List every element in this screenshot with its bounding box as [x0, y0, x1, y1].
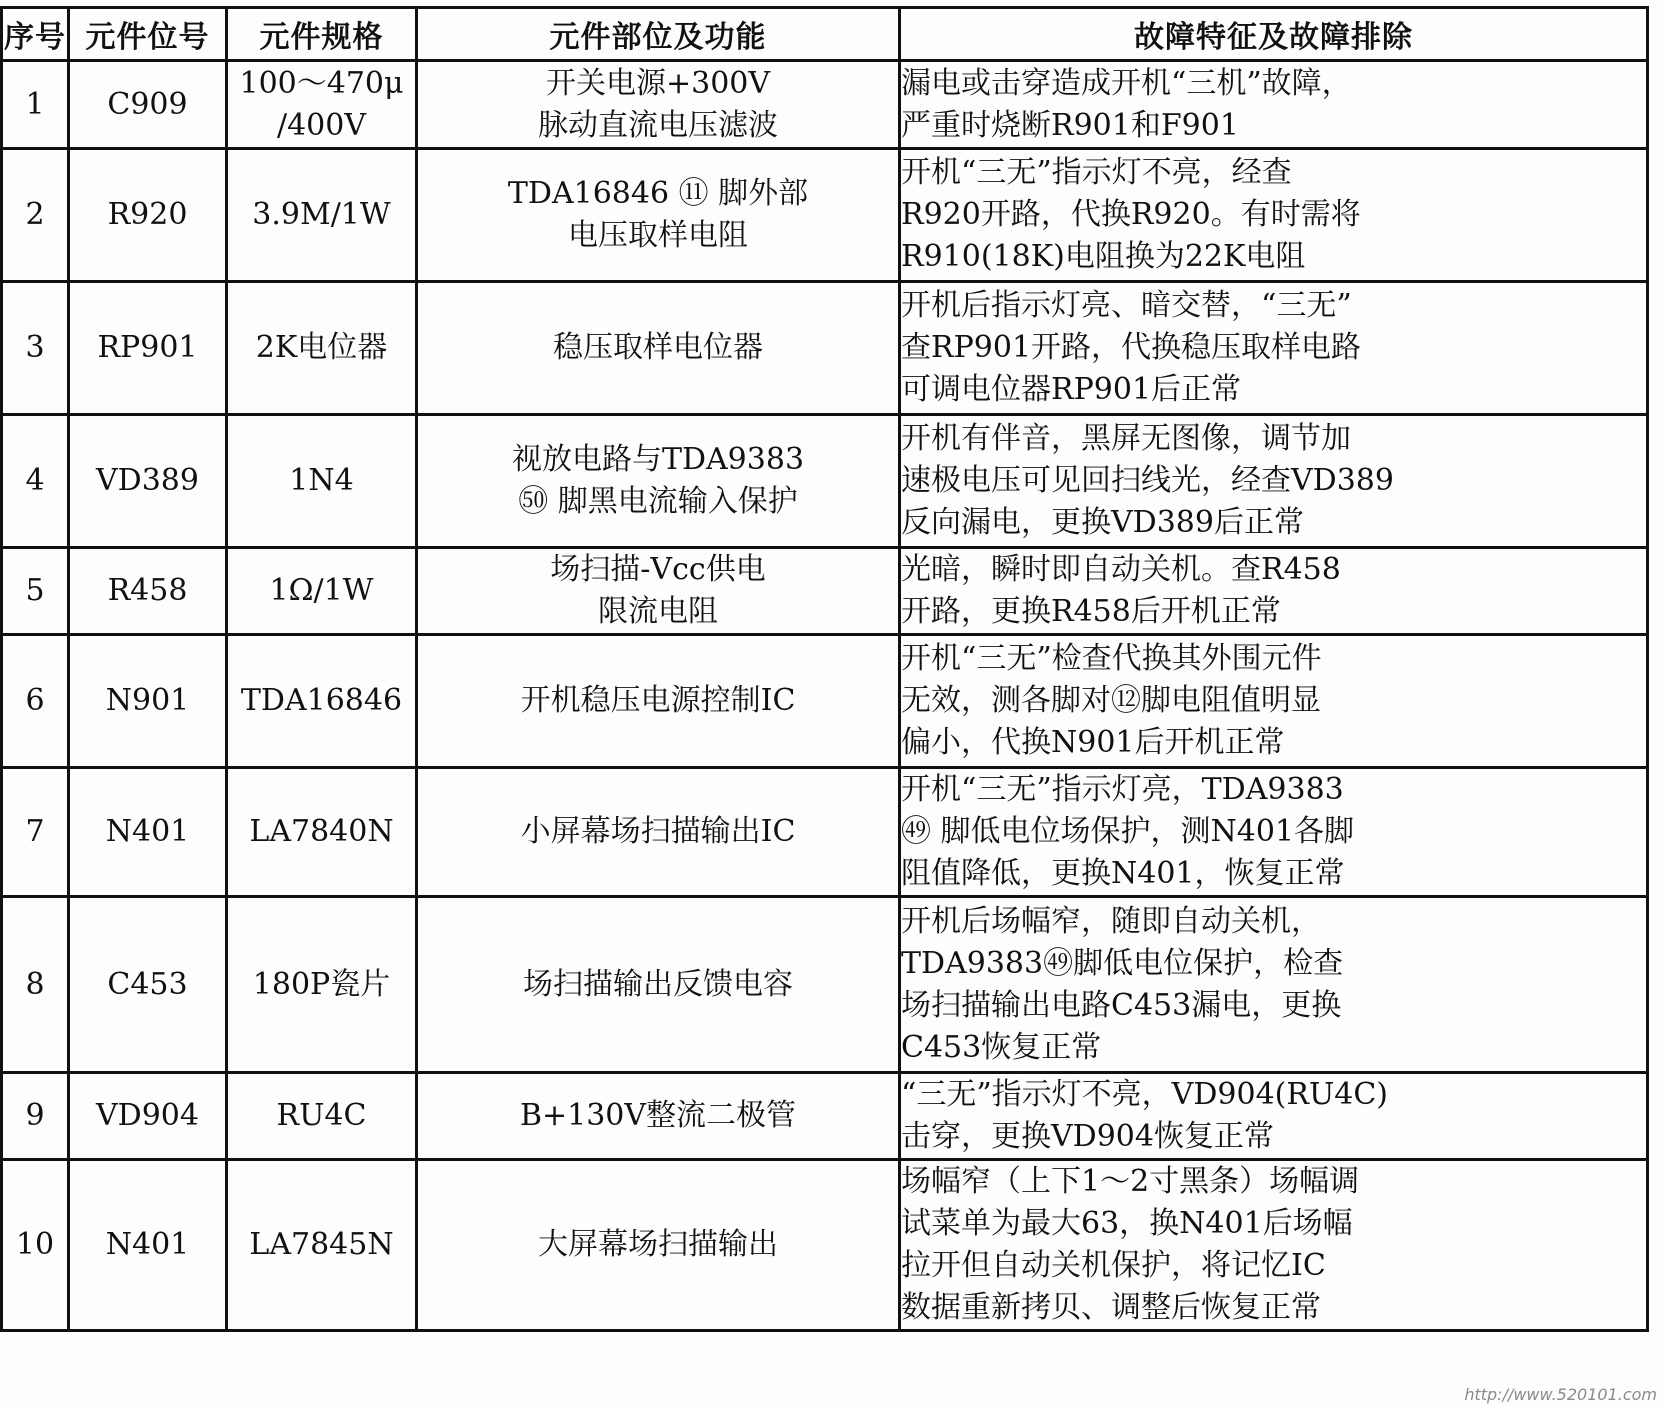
cell-fault-line: 开机“三无”检查代换其外围元件: [901, 641, 1322, 676]
header-no: 序号: [2, 8, 69, 61]
cell-spec-line: 3.9M/1W: [252, 197, 391, 232]
header-function: 元件部位及功能: [417, 8, 900, 61]
cell-function: [417, 635, 900, 768]
table-row: [2, 635, 1648, 768]
cell-ref: R458: [69, 548, 227, 635]
cell-fault-line: 漏电或击穿造成开机“三机”故障，: [901, 65, 1352, 101]
cell-spec: [227, 635, 417, 768]
fault-table: [0, 6, 1649, 1332]
cell-fault: [900, 897, 1648, 1073]
cell-fault-line: 场幅窄（上下1～2寸黑条）场幅调: [901, 1164, 1360, 1199]
cell-function-line: 稳压取样电位器: [553, 330, 763, 365]
cell-function: [417, 149, 900, 282]
cell-spec-line: 2K电位器: [255, 330, 388, 365]
cell-fault-line: 速极电压可见回扫线光，经查VD389: [901, 463, 1394, 498]
table-row: [2, 1160, 1648, 1331]
cell-function: [417, 415, 900, 548]
cell-fault: [900, 415, 1648, 548]
cell-spec: [227, 415, 417, 548]
watermark: http://www.520101.com: [1464, 1385, 1657, 1404]
cell-spec: [227, 61, 417, 149]
cell-function: [417, 1073, 900, 1160]
cell-fault: [900, 1160, 1648, 1331]
cell-no: 5: [2, 548, 69, 635]
cell-fault-line: 开机“三无”指示灯不亮，经查: [901, 155, 1292, 190]
cell-fault: [900, 149, 1648, 282]
cell-fault: [900, 768, 1648, 897]
cell-function-line: 脉动直流电压滤波: [538, 107, 778, 143]
cell-spec: [227, 768, 417, 897]
cell-no: 7: [2, 768, 69, 897]
header-row: [2, 8, 1648, 61]
cell-function-line: 小屏幕场扫描输出IC: [520, 814, 796, 849]
cell-spec: [227, 149, 417, 282]
table-row: [2, 61, 1648, 149]
table-row: [2, 897, 1648, 1073]
cell-fault-line: 查RP901开路，代换稳压取样电路: [901, 330, 1362, 365]
cell-function: [417, 282, 900, 415]
cell-no: 8: [2, 897, 69, 1073]
table-row: [2, 282, 1648, 415]
cell-fault-line: 开机后场幅窄，随即自动关机，: [901, 903, 1321, 939]
cell-fault-line: 偏小，代换N901后开机正常: [901, 725, 1285, 760]
cell-spec: [227, 1160, 417, 1331]
cell-fault-line: 严重时烧断R901和F901: [901, 107, 1239, 143]
cell-spec-line: 1N4: [289, 463, 354, 498]
cell-spec: [227, 897, 417, 1073]
table-row: [2, 548, 1648, 635]
cell-fault: [900, 282, 1648, 415]
cell-spec-line: LA7840N: [249, 814, 394, 849]
cell-fault-line: 试菜单为最大63，换N401后场幅: [901, 1206, 1353, 1241]
cell-no: 9: [2, 1073, 69, 1160]
table-row: [2, 768, 1648, 897]
cell-ref: C909: [69, 61, 227, 149]
cell-spec-line: LA7845N: [249, 1227, 394, 1262]
cell-fault-line: 击穿，更换VD904恢复正常: [901, 1119, 1274, 1154]
cell-fault-line: ㊾ 脚低电位场保护，测N401各脚: [901, 814, 1355, 849]
cell-fault-line: R910(18K)电阻换为22K电阻: [901, 239, 1306, 274]
cell-fault-line: “三无”指示灯不亮，VD904(RU4C): [901, 1077, 1388, 1112]
header-spec: 元件规格: [227, 8, 417, 61]
cell-ref: VD389: [69, 415, 227, 548]
cell-fault-line: 可调电位器RP901后正常: [901, 372, 1242, 407]
cell-ref: C453: [69, 897, 227, 1073]
cell-function-line: ㊿ 脚黑电流输入保护: [518, 484, 798, 519]
cell-function: [417, 897, 900, 1073]
cell-function: [417, 548, 900, 635]
cell-fault: [900, 61, 1648, 149]
cell-function: [417, 61, 900, 149]
cell-function-line: 场扫描输出反馈电容: [523, 966, 793, 1002]
cell-no: 10: [2, 1160, 69, 1331]
cell-fault-line: 拉开但自动关机保护，将记忆IC: [901, 1248, 1326, 1283]
cell-no: 4: [2, 415, 69, 548]
cell-fault-line: 开机后指示灯亮、暗交替，“三无”: [901, 288, 1352, 323]
cell-function-line: 限流电阻: [598, 594, 718, 629]
cell-ref: N401: [69, 768, 227, 897]
table-row: [2, 415, 1648, 548]
cell-fault-line: 反向漏电，更换VD389后正常: [901, 505, 1304, 540]
cell-spec-line: 100～470μ: [239, 65, 404, 101]
cell-spec-line: RU4C: [276, 1098, 367, 1133]
cell-spec-line: 180P瓷片: [252, 966, 391, 1002]
cell-fault-line: 场扫描输出电路C453漏电，更换: [901, 987, 1342, 1023]
cell-fault: [900, 548, 1648, 635]
cell-fault-line: 开机“三无”指示灯亮，TDA9383: [901, 772, 1344, 807]
cell-spec: [227, 282, 417, 415]
cell-fault: [900, 635, 1648, 768]
cell-function: [417, 768, 900, 897]
table-row: [2, 1073, 1648, 1160]
cell-fault-line: R920开路，代换R920。有时需将: [901, 197, 1361, 232]
cell-ref: R920: [69, 149, 227, 282]
cell-fault-line: 无效，测各脚对⑫脚电阻值明显: [901, 683, 1321, 718]
cell-ref: VD904: [69, 1073, 227, 1160]
cell-no: 2: [2, 149, 69, 282]
cell-ref: N901: [69, 635, 227, 768]
cell-function-line: 大屏幕场扫描输出: [538, 1227, 778, 1262]
cell-fault-line: 阻值降低，更换N401，恢复正常: [901, 856, 1345, 891]
cell-no: 6: [2, 635, 69, 768]
cell-fault-line: 开机有伴音，黑屏无图像，调节加: [901, 421, 1351, 456]
cell-ref: RP901: [69, 282, 227, 415]
cell-fault-line: 开路，更换R458后开机正常: [901, 594, 1281, 629]
table-row: [2, 149, 1648, 282]
cell-fault-line: TDA9383㊾脚低电位保护，检查: [901, 945, 1344, 981]
cell-spec: [227, 548, 417, 635]
cell-function-line: B+130V整流二极管: [519, 1098, 797, 1133]
cell-fault-line: C453恢复正常: [901, 1029, 1102, 1065]
cell-spec-line: 1Ω/1W: [269, 573, 374, 608]
cell-spec-line: /400V: [276, 107, 367, 143]
cell-function-line: 场扫描-Vcc供电: [550, 552, 766, 587]
cell-function-line: TDA16846 ⑪ 脚外部: [507, 176, 809, 211]
cell-function-line: 视放电路与TDA9383: [511, 442, 805, 477]
header-ref: 元件位号: [69, 8, 227, 61]
cell-fault-line: 光暗，瞬时即自动关机。查R458: [901, 552, 1341, 587]
cell-spec-line: TDA16846: [240, 683, 403, 718]
cell-function-line: 开机稳压电源控制IC: [520, 683, 796, 718]
cell-no: 1: [2, 61, 69, 149]
cell-fault: [900, 1073, 1648, 1160]
cell-function-line: 电压取样电阻: [568, 218, 748, 253]
header-fault: 故障特征及故障排除: [900, 8, 1648, 61]
cell-ref: N401: [69, 1160, 227, 1331]
cell-function: [417, 1160, 900, 1331]
cell-function-line: 开关电源+300V: [545, 65, 771, 101]
cell-no: 3: [2, 282, 69, 415]
cell-spec: [227, 1073, 417, 1160]
cell-fault-line: 数据重新拷贝、调整后恢复正常: [901, 1290, 1321, 1325]
